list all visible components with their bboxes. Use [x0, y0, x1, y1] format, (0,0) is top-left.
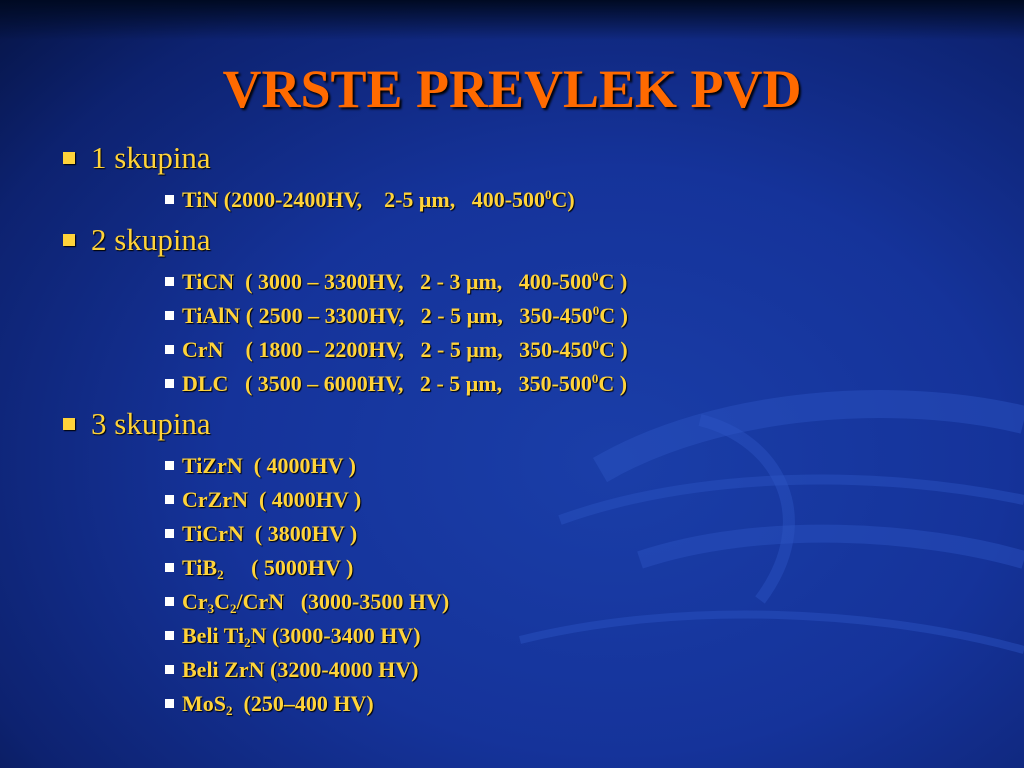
group-heading	[63, 406, 211, 442]
item-text: C )	[599, 303, 628, 328]
coating-item	[165, 690, 374, 718]
item-text: C )	[598, 269, 628, 294]
square-bullet-icon	[165, 195, 174, 204]
coating-item	[165, 656, 418, 684]
square-bullet-icon	[63, 234, 75, 246]
coating-item	[165, 452, 356, 480]
item-text: /CrN (3000-3500 HV)	[236, 589, 450, 614]
item-text: ( 5000HV )	[223, 555, 354, 580]
square-bullet-icon	[165, 665, 174, 674]
superscript: 0	[545, 187, 552, 202]
square-bullet-icon	[63, 418, 75, 430]
group-label: 3 skupina	[91, 406, 211, 441]
group-heading	[63, 222, 211, 258]
group-label: 2 skupina	[91, 222, 211, 257]
item-text: TiAlN ( 2500 – 3300HV, 2 - 5 μm, 350-450	[182, 303, 593, 328]
item-text: TiCN ( 3000 – 3300HV, 2 - 3 μm, 400-500	[182, 269, 593, 294]
item-text: C	[214, 589, 231, 614]
square-bullet-icon	[165, 379, 174, 388]
coating-item	[165, 186, 575, 214]
square-bullet-icon	[63, 152, 75, 164]
square-bullet-icon	[165, 631, 174, 640]
item-text: (250–400 HV)	[232, 691, 374, 716]
superscript: 0	[592, 303, 600, 318]
square-bullet-icon	[165, 495, 174, 504]
item-text: C )	[598, 371, 628, 396]
coating-item	[165, 336, 628, 364]
subscript: 2	[226, 703, 233, 718]
superscript: 0	[591, 371, 599, 386]
subscript: 2	[230, 601, 237, 616]
square-bullet-icon	[165, 699, 174, 708]
group-heading	[63, 140, 211, 176]
square-bullet-icon	[165, 311, 174, 320]
coating-item	[165, 588, 449, 616]
subscript: 3	[207, 601, 215, 616]
square-bullet-icon	[165, 277, 174, 286]
superscript: 0	[592, 269, 599, 284]
slide-title: VRSTE PREVLEK PVD	[222, 59, 802, 119]
square-bullet-icon	[165, 461, 174, 470]
item-text: CrN ( 1800 – 2200HV, 2 - 5 μm, 350-450	[182, 337, 593, 362]
coating-item	[165, 486, 361, 514]
coating-item	[165, 520, 357, 548]
item-text: Beli Ti	[182, 623, 245, 648]
item-text: Beli ZrN (3200-4000 HV)	[182, 657, 419, 682]
superscript: 0	[592, 337, 599, 352]
coating-item	[165, 268, 627, 296]
item-text: TiN (2000-2400HV, 2-5 μm, 400-500	[182, 187, 546, 212]
square-bullet-icon	[165, 597, 174, 606]
item-text: TiZrN ( 4000HV )	[182, 453, 356, 478]
square-bullet-icon	[165, 345, 174, 354]
group-label: 1 skupina	[91, 140, 211, 175]
item-text: Cr	[182, 589, 208, 614]
subscript: 2	[244, 635, 251, 650]
item-text: N (3000-3400 HV)	[250, 623, 421, 648]
square-bullet-icon	[165, 529, 174, 538]
item-text: CrZrN ( 4000HV )	[182, 487, 362, 512]
item-text: DLC ( 3500 – 6000HV, 2 - 5 μm, 350-500	[182, 371, 592, 396]
item-text: C )	[598, 337, 628, 362]
square-bullet-icon	[165, 563, 174, 572]
coating-item	[165, 622, 421, 650]
item-text: TiB	[182, 555, 218, 580]
coating-item	[165, 370, 627, 398]
coating-item	[165, 554, 353, 582]
item-text: C)	[551, 187, 575, 212]
coating-item	[165, 302, 628, 330]
subscript: 2	[217, 567, 224, 582]
item-text: MoS	[182, 691, 226, 716]
item-text: TiCrN ( 3800HV )	[182, 521, 358, 546]
